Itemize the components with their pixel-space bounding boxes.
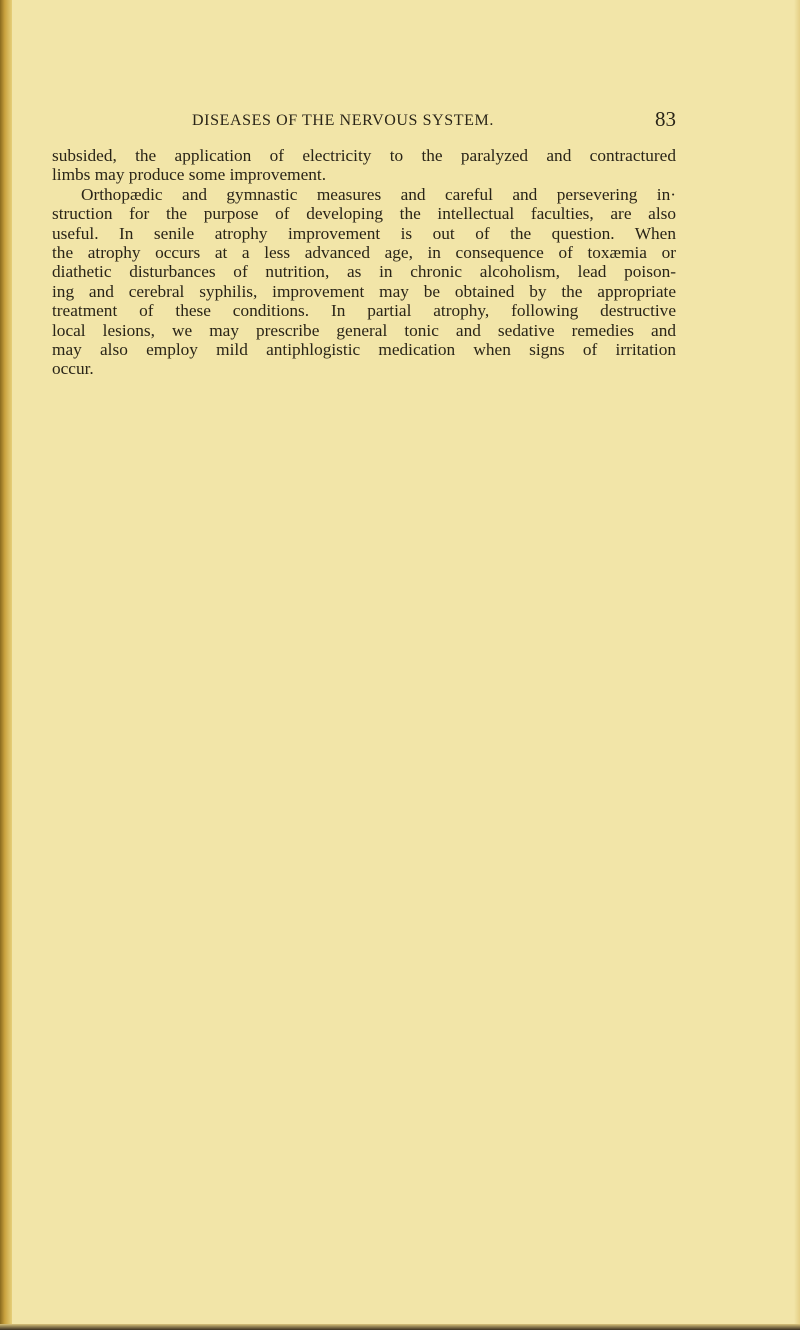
page-number: 83 [655, 107, 676, 131]
text-line: struction for the purpose of developing the intellectual faculties, are also [52, 204, 676, 224]
page-bottom-edge [0, 1324, 800, 1330]
running-header [52, 107, 676, 134]
page-right-edge [794, 0, 800, 1330]
text-line: ing and cerebral syphilis, improvement may be obtained by the appropriate [52, 281, 676, 301]
text-line: may also employ mild antiphlogistic medication when signs of irritation [52, 339, 676, 359]
text-line: local lesions, we may prescribe general tonic and sedative remedies and [52, 320, 676, 340]
text-line: the atrophy occurs at a less advanced age, in consequence of toxæmia or [52, 242, 676, 262]
body-text [52, 146, 676, 379]
text-line: limbs may produce some improvement. [52, 165, 327, 185]
page-binding-edge [0, 0, 12, 1330]
text-line: diathetic disturbances of nutrition, as in chronic alcoholism, lead poison- [52, 262, 676, 282]
text-line: subsided, the application of electricity to the paralyzed and contractured [52, 146, 676, 165]
text-line: useful. In senile atrophy improvement is out of the question. When [52, 223, 676, 243]
text-line: Orthopædic and gymnastic measures and careful and persevering in· [81, 184, 676, 204]
text-line: occur. [52, 359, 94, 379]
text-line: treatment of these conditions. In partial atrophy, following destructive [52, 301, 676, 321]
running-title: DISEASES OF THE NERVOUS SYSTEM. [192, 112, 494, 129]
